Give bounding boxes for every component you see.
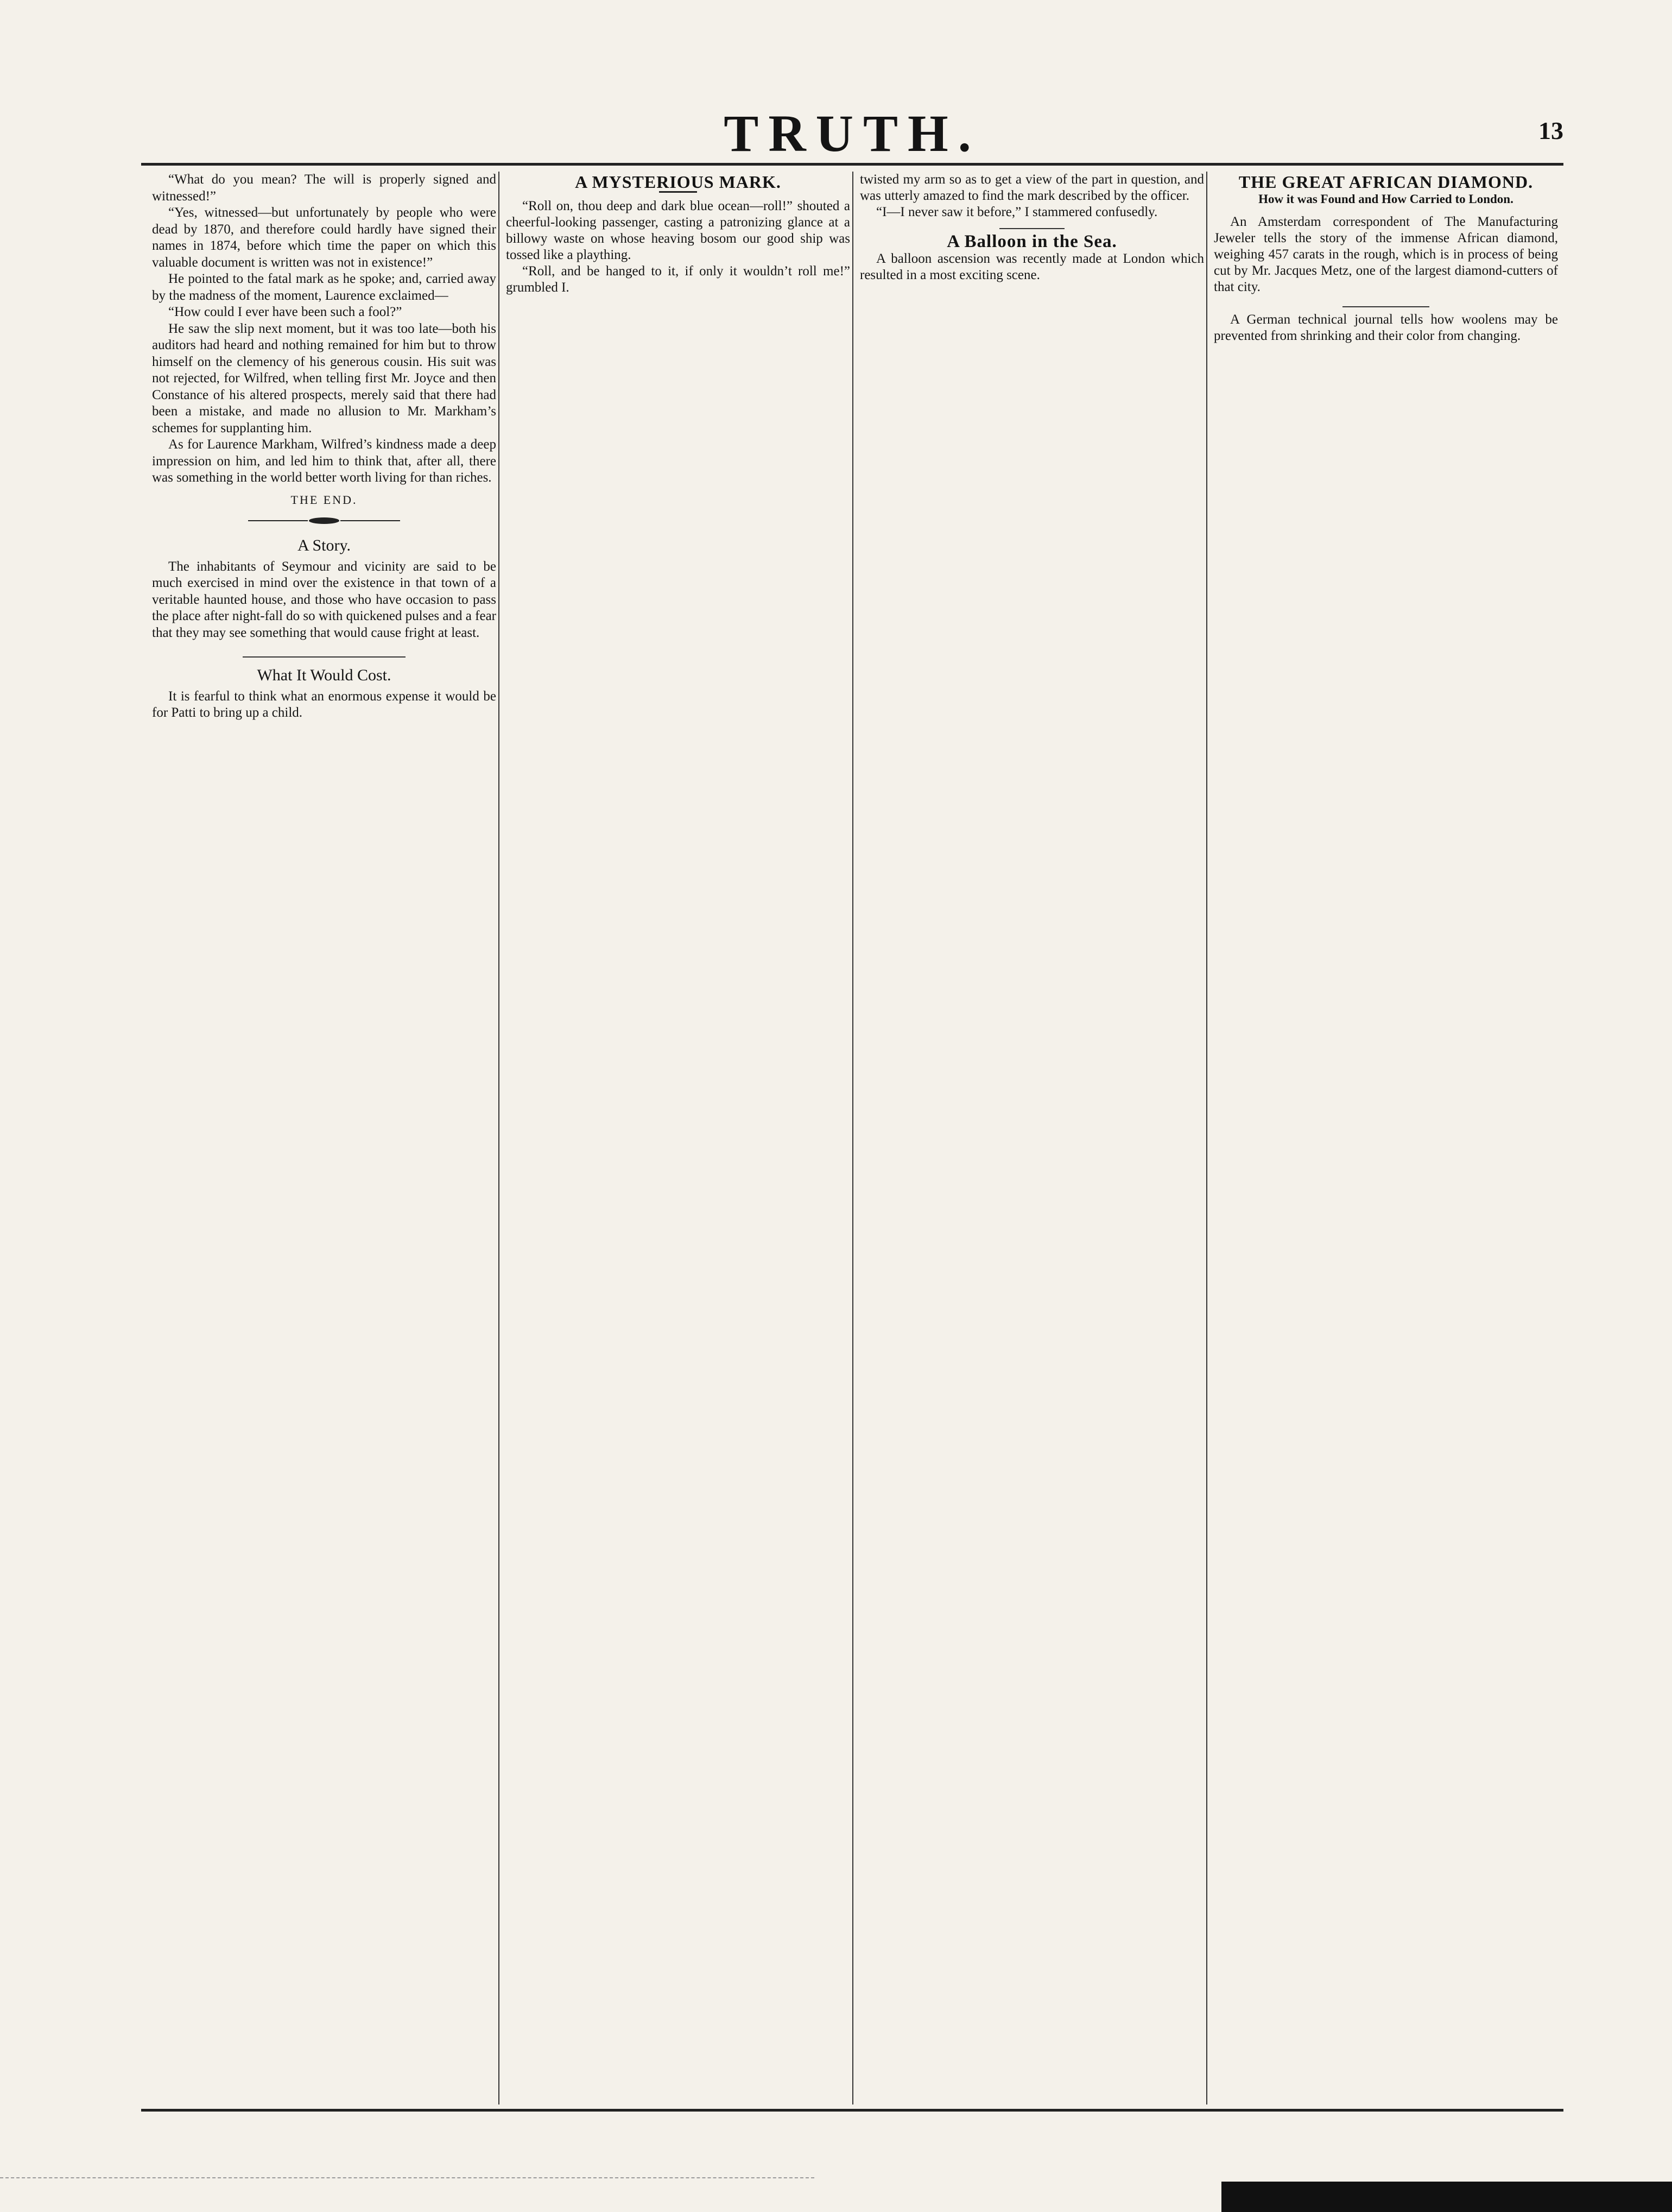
masthead: TRUTH.: [724, 104, 981, 162]
paragraph: The inhabitants of Seymour and vicinity are said to be much exercised in mind over the existence in that town of a veritable haunted house, and those who have occasion to pass the place after night-fall do so with quickened pulses and a fear that they may see something that would cause fright at least.: [152, 559, 496, 640]
paragraph: As for Laurence Markham, Wilfred’s kindness made a deep impression on him, and led him to think that, after all, there was something in the world better worth living for than riches.: [152, 437, 496, 485]
column-divider: [852, 172, 853, 2104]
page-header: [141, 103, 1563, 163]
column-3: [860, 172, 1204, 2104]
column-1: [152, 172, 496, 2104]
scan-artifact: [0, 2177, 814, 2178]
balloon-heading: A Balloon in the Sea.: [947, 232, 1117, 251]
paragraph: A German technical journal tells how woolens may be prevented from shrinking and their color from changing.: [1214, 312, 1558, 343]
article-title: THE GREAT AFRICAN DIAMOND.: [1238, 172, 1534, 192]
page-number: 13: [1538, 117, 1563, 144]
column-2: [506, 172, 850, 2104]
paragraph: He pointed to the fatal mark as he spoke; and, carried away by the madness of the moment, Laurence exclaimed—: [152, 271, 496, 303]
section-divider: [999, 228, 1065, 229]
section-divider: [243, 656, 406, 658]
story-heading: A Story.: [297, 536, 351, 554]
paragraph: “I—I never saw it before,” I stammered confusedly.: [876, 205, 1158, 219]
paragraph: “Roll on, thou deep and dark blue ocean—roll!” shouted a cheerful-looking passenger, casting a patronizing glance at a billowy waste on whose heaving bosom our good ship was tossed like a plaything.: [506, 199, 850, 262]
article-title: A MYSTERIOUS MARK.: [575, 172, 781, 192]
section-divider: [1342, 306, 1429, 307]
paragraph: “How could I ever have been such a fool?”: [168, 305, 402, 319]
column-divider: [498, 172, 499, 2104]
paragraph: twisted my arm so as to get a view of the part in question, and was utterly amazed to find the mark described by the officer.: [860, 172, 1204, 203]
cost-heading: What It Would Cost.: [257, 666, 391, 684]
paragraph: A balloon ascension was recently made at London which resulted in a most exciting scene.: [860, 251, 1204, 282]
article-subtitle: How it was Found and How Carried to London.: [1258, 192, 1513, 206]
the-end-label: THE END.: [290, 492, 358, 507]
paragraph: “Roll, and be hanged to it, if only it wouldn’t roll me!” grumbled I.: [506, 264, 850, 295]
column-4: [1214, 172, 1558, 2104]
scan-edge-bar: [1221, 2182, 1672, 2212]
footer-rule: [141, 2109, 1563, 2112]
paragraph: An Amsterdam correspondent of The Manufacturing Jeweler tells the story of the immense African diamond, weighing 457 carats in the rough, which is in process of being cut by Mr. Jacques Metz, one of the largest diamond-cutters of that city.: [1214, 214, 1558, 294]
column-divider: [1206, 172, 1207, 2104]
paragraph: “What do you mean? The will is properly signed and witnessed!”: [152, 172, 496, 204]
paragraph: “Yes, witnessed—but unfortunately by people who were dead by 1870, and therefore could hardly have signed their names in 1874, before which time the paper on which this valuable document is written was not in existence!”: [152, 205, 496, 270]
paragraph: It is fearful to think what an enormous expense it would be for Patti to bring up a child.: [152, 688, 496, 720]
paragraph: He saw the slip next moment, but it was too late—both his auditors had heard and nothing remained for him but to throw himself on the clemency of his generous cousin. His suit was not rejected, for Wilfred, when telling first Mr. Joyce and then Constance of his altered prospects, merely said that there had been a mistake, and made no allusion to Mr. Markham’s schemes for supplanting him.: [152, 321, 496, 435]
ornament-divider-icon: [243, 514, 406, 528]
header-rule: [141, 163, 1563, 166]
